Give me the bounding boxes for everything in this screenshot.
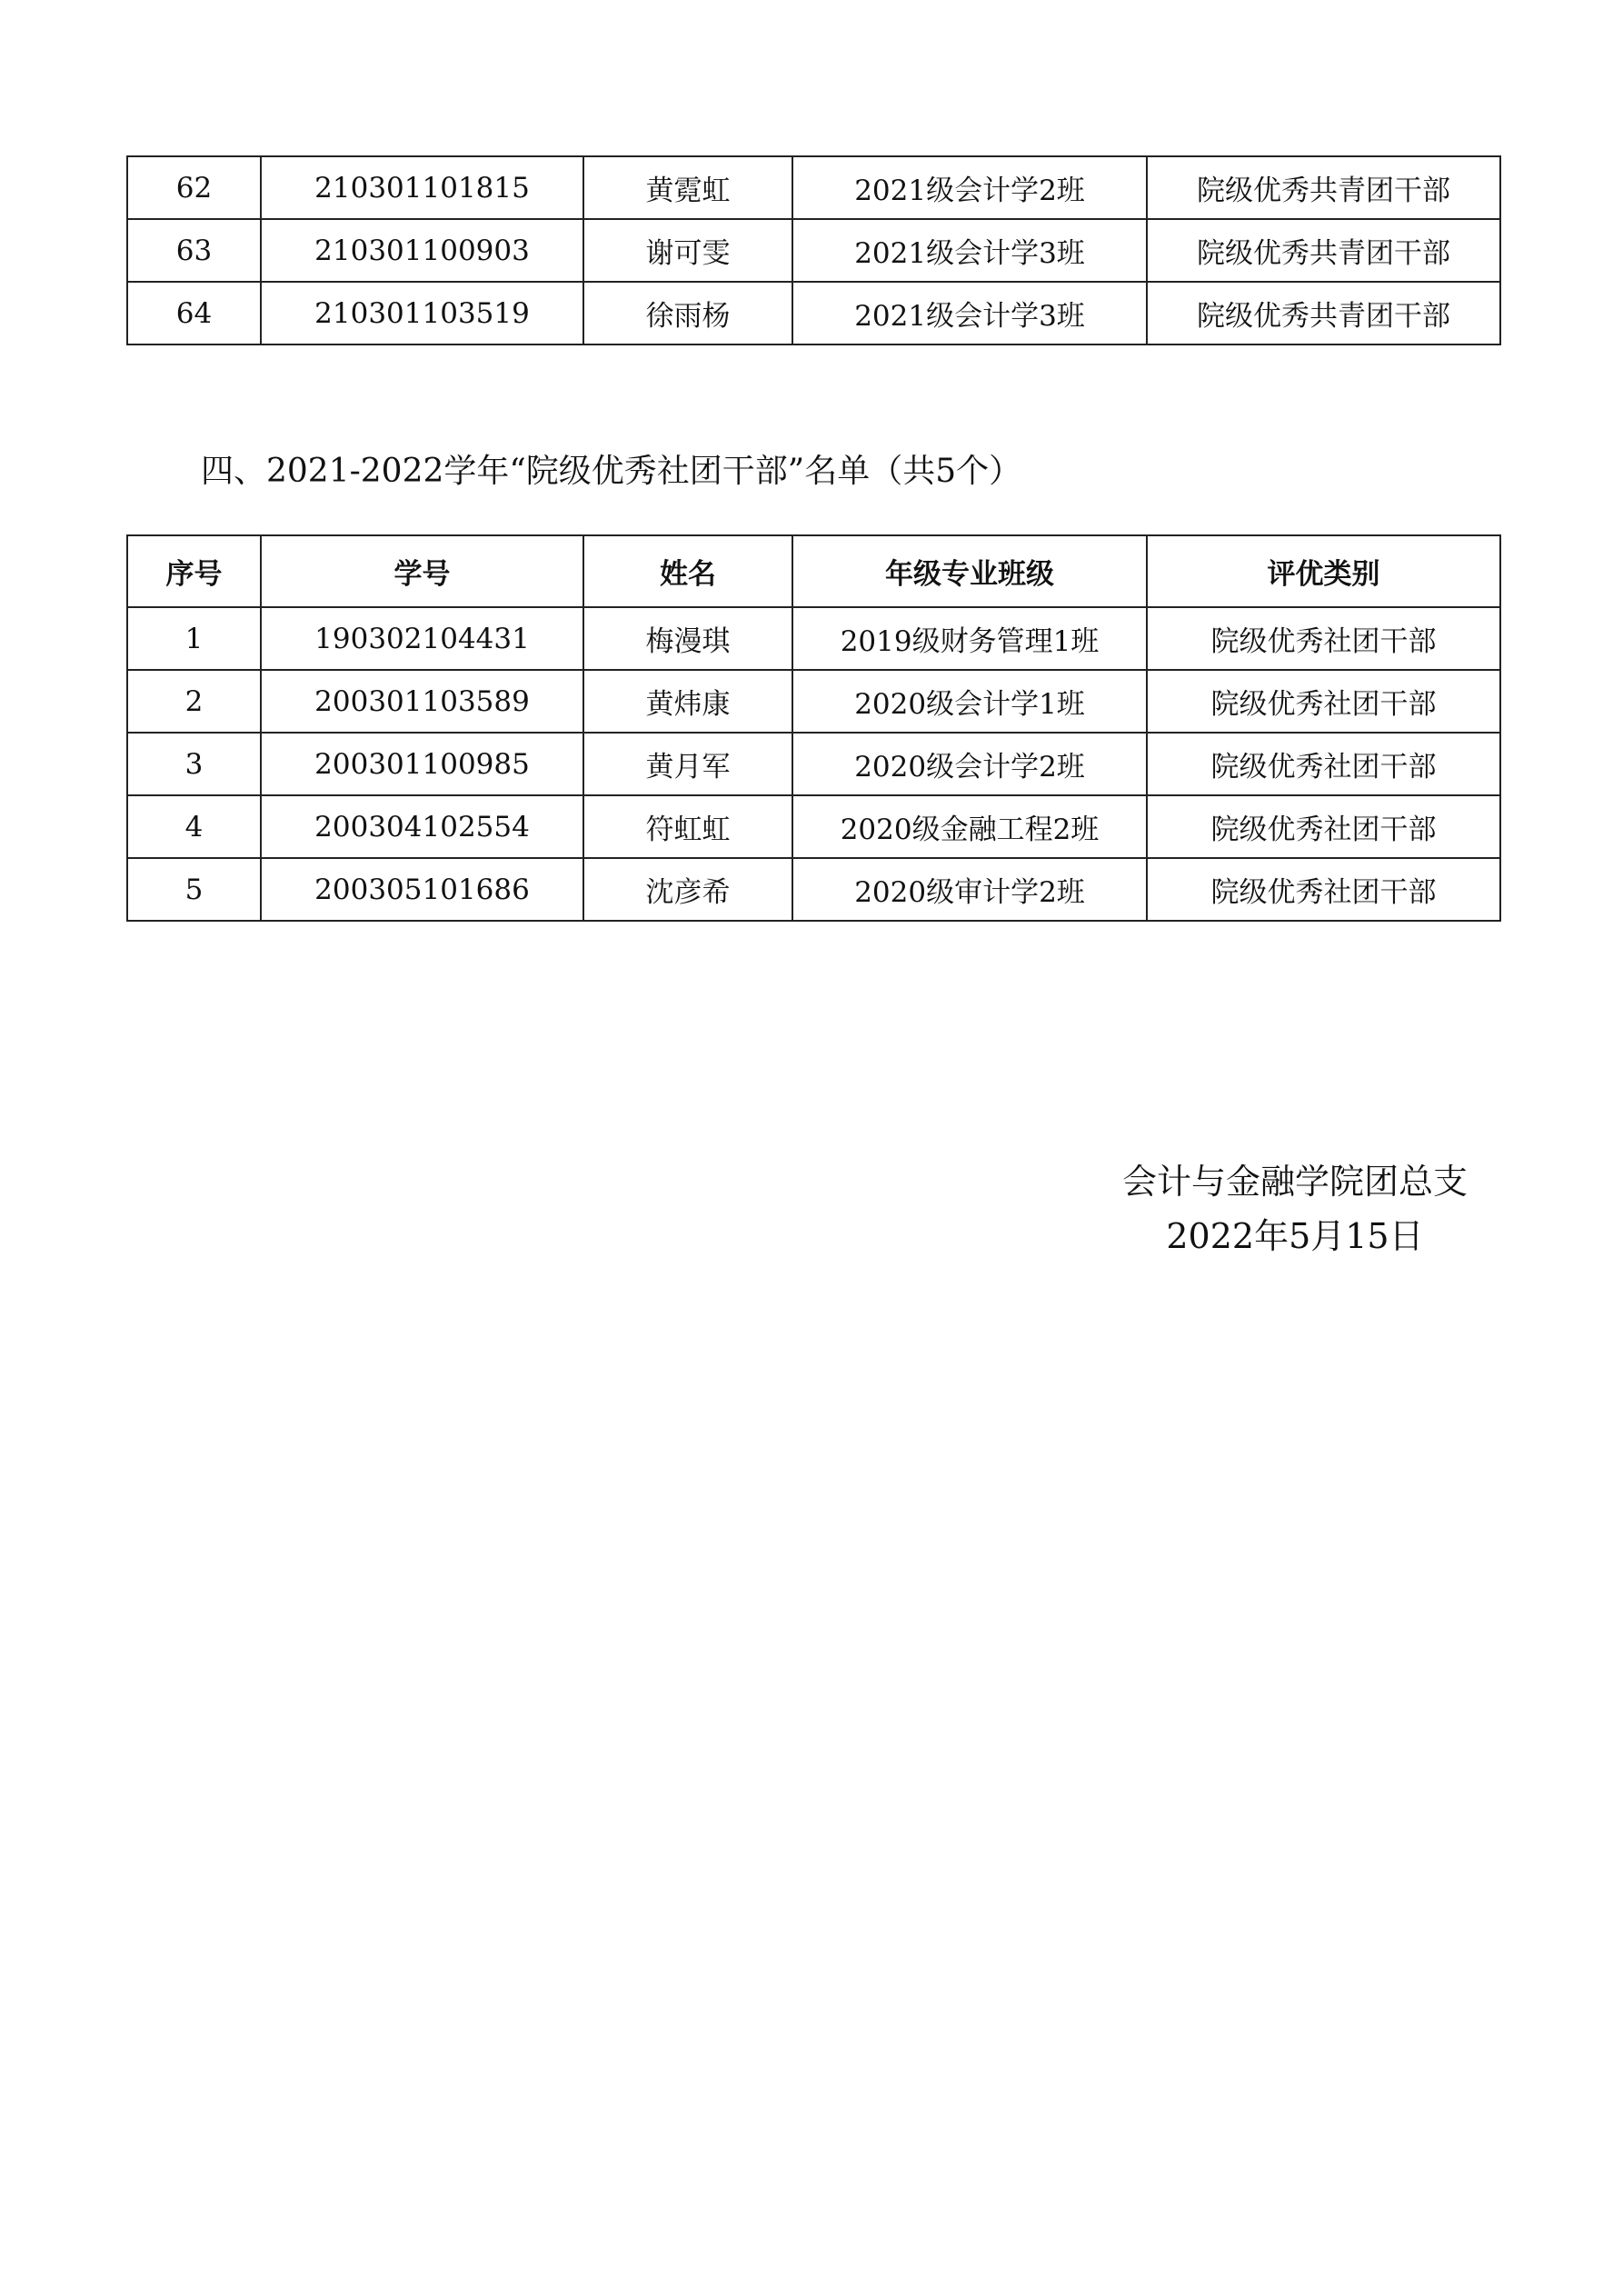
table-row [127,733,1500,795]
name-cell: 谢可雯 [583,219,792,282]
class-cell: 2020级会计学1班 [792,670,1147,733]
index-cell: 63 [127,219,261,282]
class-cell: 2019级财务管理1班 [792,607,1147,670]
student-id-cell: 210301101815 [261,156,583,219]
index-cell: 62 [127,156,261,219]
index-cell: 1 [127,607,261,670]
award-cell: 院级优秀社团干部 [1147,795,1500,858]
name-cell: 黄霓虹 [583,156,792,219]
name-cell: 符虹虹 [583,795,792,858]
class-cell: 2020级审计学2班 [792,858,1147,921]
class-cell: 2020级会计学2班 [792,733,1147,795]
class-cell: 2021级会计学3班 [792,282,1147,344]
index-cell: 64 [127,282,261,344]
class-cell: 2021级会计学2班 [792,156,1147,219]
continued-table [126,155,1501,345]
table-row [127,858,1500,921]
class-cell: 2020级金融工程2班 [792,795,1147,858]
signature-organization: 会计与金融学院团总支 [1121,1162,1468,1202]
award-cell: 院级优秀社团干部 [1147,858,1500,921]
student-id-cell: 190302104431 [261,607,583,670]
award-cell: 院级优秀共青团干部 [1147,282,1500,344]
section-heading: 四、2021-2022学年“院级优秀社团干部”名单（共5个） [201,453,1022,490]
award-cell: 院级优秀社团干部 [1147,607,1500,670]
table-row [127,670,1500,733]
index-cell: 2 [127,670,261,733]
award-cell: 院级优秀共青团干部 [1147,219,1500,282]
name-cell: 梅漫琪 [583,607,792,670]
class-cell: 2021级会计学3班 [792,219,1147,282]
name-cell: 徐雨杨 [583,282,792,344]
student-id-cell: 200301100985 [261,733,583,795]
header-award: 评优类别 [1147,535,1500,607]
award-cell: 院级优秀社团干部 [1147,670,1500,733]
name-cell: 黄月军 [583,733,792,795]
signature-date: 2022年5月15日 [1166,1216,1424,1256]
award-cell: 院级优秀共青团干部 [1147,156,1500,219]
award-cell: 院级优秀社团干部 [1147,733,1500,795]
table-row [127,282,1500,344]
table-row [127,156,1500,219]
header-name: 姓名 [583,535,792,607]
name-cell: 沈彦希 [583,858,792,921]
table-header-row [127,535,1500,607]
header-index: 序号 [127,535,261,607]
name-cell: 黄炜康 [583,670,792,733]
student-id-cell: 210301103519 [261,282,583,344]
student-id-cell: 200301103589 [261,670,583,733]
header-class: 年级专业班级 [792,535,1147,607]
index-cell: 3 [127,733,261,795]
index-cell: 5 [127,858,261,921]
student-id-cell: 200305101686 [261,858,583,921]
index-cell: 4 [127,795,261,858]
student-id-cell: 210301100903 [261,219,583,282]
table-row [127,795,1500,858]
header-student-id: 学号 [261,535,583,607]
table-row [127,607,1500,670]
signature-block [1122,1154,1468,1263]
table-row [127,219,1500,282]
student-id-cell: 200304102554 [261,795,583,858]
club-cadre-table [126,534,1501,922]
